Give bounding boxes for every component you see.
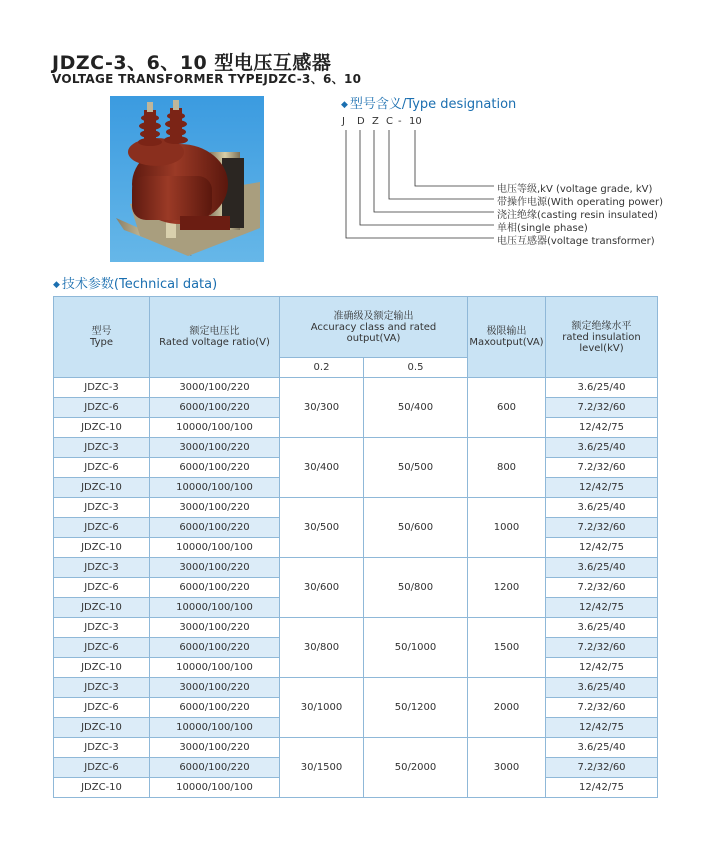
cell-type: JDZC-10 (54, 778, 150, 798)
cell-maxoutput: 600 (468, 378, 546, 438)
page-subtitle: VOLTAGE TRANSFORMER TYPEJDZC-3、6、10 (52, 72, 362, 86)
cell-ratio: 10000/100/100 (150, 538, 280, 558)
cell-type: JDZC-3 (54, 378, 150, 398)
cell-insulation: 12/42/75 (546, 538, 658, 558)
cell-ratio: 10000/100/100 (150, 478, 280, 498)
header-accuracy: 准确级及额定输出 Accuracy class and rated output(VA) (280, 297, 468, 358)
technical-data-table (53, 296, 658, 798)
cell-output-0-5: 50/1200 (364, 678, 468, 738)
cell-type: JDZC-6 (54, 638, 150, 658)
cell-output-0-2: 30/300 (280, 378, 364, 438)
code-letter: C (386, 116, 393, 127)
code-letter: - (398, 116, 402, 127)
cell-output-0-5: 50/400 (364, 378, 468, 438)
designation-item: 带操作电源(With operating power) (497, 197, 664, 208)
cell-insulation: 3.6/25/40 (546, 678, 658, 698)
cell-insulation: 7.2/32/60 (546, 758, 658, 778)
cell-ratio: 6000/100/220 (150, 698, 280, 718)
cell-ratio: 6000/100/220 (150, 758, 280, 778)
cell-type: JDZC-3 (54, 558, 150, 578)
cell-type: JDZC-3 (54, 618, 150, 638)
cell-output-0-5: 50/2000 (364, 738, 468, 798)
page-title: JDZC-3、6、10 型电压互感器 (52, 52, 332, 74)
cell-output-0-5: 50/800 (364, 558, 468, 618)
cell-ratio: 6000/100/220 (150, 638, 280, 658)
cell-type: JDZC-6 (54, 758, 150, 778)
diamond-bullet-icon: ◆ (341, 100, 348, 110)
cell-type: JDZC-10 (54, 598, 150, 618)
cell-ratio: 3000/100/220 (150, 738, 280, 758)
cell-type: JDZC-3 (54, 438, 150, 458)
designation-item: 电压互感器(voltage transformer) (497, 236, 655, 247)
cell-type: JDZC-10 (54, 718, 150, 738)
designation-item: 电压等级,kV (voltage grade, kV) (497, 184, 653, 195)
header-maxoutput: 极限输出 Maxoutput(VA) (468, 297, 546, 378)
cell-ratio: 10000/100/100 (150, 658, 280, 678)
cell-type: JDZC-6 (54, 458, 150, 478)
table-row (54, 438, 658, 458)
cell-type: JDZC-10 (54, 478, 150, 498)
cell-insulation: 3.6/25/40 (546, 378, 658, 398)
header-ratio: 额定电压比 Rated voltage ratio(V) (150, 297, 280, 378)
cell-ratio: 6000/100/220 (150, 458, 280, 478)
cell-insulation: 7.2/32/60 (546, 578, 658, 598)
cell-type: JDZC-6 (54, 698, 150, 718)
cell-output-0-2: 30/600 (280, 558, 364, 618)
cell-ratio: 10000/100/100 (150, 418, 280, 438)
cell-ratio: 6000/100/220 (150, 578, 280, 598)
cell-insulation: 12/42/75 (546, 418, 658, 438)
designation-heading: ◆ 型号含义/Type designation (341, 97, 517, 112)
cell-ratio: 3000/100/220 (150, 438, 280, 458)
cell-type: JDZC-6 (54, 398, 150, 418)
cell-output-0-5: 50/600 (364, 498, 468, 558)
cell-ratio: 6000/100/220 (150, 518, 280, 538)
cell-ratio: 10000/100/100 (150, 718, 280, 738)
cell-type: JDZC-10 (54, 538, 150, 558)
cell-ratio: 3000/100/220 (150, 378, 280, 398)
cell-output-0-2: 30/800 (280, 618, 364, 678)
header-accuracy-0-5: 0.5 (364, 358, 468, 378)
cell-insulation: 12/42/75 (546, 778, 658, 798)
cell-maxoutput: 2000 (468, 678, 546, 738)
cell-insulation: 7.2/32/60 (546, 458, 658, 478)
cell-insulation: 3.6/25/40 (546, 618, 658, 638)
code-letter: Z (372, 116, 379, 127)
cell-type: JDZC-3 (54, 498, 150, 518)
cell-insulation: 3.6/25/40 (546, 558, 658, 578)
cell-maxoutput: 1000 (468, 498, 546, 558)
cell-maxoutput: 1200 (468, 558, 546, 618)
code-letter: 10 (409, 116, 422, 127)
cell-output-0-2: 30/500 (280, 498, 364, 558)
cell-type: JDZC-6 (54, 578, 150, 598)
table-row (54, 558, 658, 578)
table-row (54, 618, 658, 638)
cell-output-0-2: 30/400 (280, 438, 364, 498)
cell-ratio: 3000/100/220 (150, 498, 280, 518)
header-insulation: 额定绝缘水平 rated insulation level(kV) (546, 297, 658, 378)
cell-ratio: 10000/100/100 (150, 598, 280, 618)
cell-ratio: 3000/100/220 (150, 618, 280, 638)
cell-insulation: 12/42/75 (546, 718, 658, 738)
technical-heading: ◆ 技术参数(Technical data) (53, 277, 218, 292)
cell-type: JDZC-10 (54, 418, 150, 438)
cell-maxoutput: 800 (468, 438, 546, 498)
cell-ratio: 3000/100/220 (150, 558, 280, 578)
code-letter: J (342, 116, 345, 127)
cell-output-0-2: 30/1500 (280, 738, 364, 798)
table-row (54, 378, 658, 398)
header-type: 型号 Type (54, 297, 150, 378)
cell-insulation: 7.2/32/60 (546, 698, 658, 718)
cell-output-0-5: 50/500 (364, 438, 468, 498)
cell-insulation: 12/42/75 (546, 478, 658, 498)
header-accuracy-0-2: 0.2 (280, 358, 364, 378)
cell-maxoutput: 1500 (468, 618, 546, 678)
table-row (54, 738, 658, 758)
cell-type: JDZC-6 (54, 518, 150, 538)
cell-type: JDZC-3 (54, 738, 150, 758)
code-letter: D (357, 116, 365, 127)
cell-ratio: 10000/100/100 (150, 778, 280, 798)
cell-insulation: 12/42/75 (546, 598, 658, 618)
cell-insulation: 3.6/25/40 (546, 438, 658, 458)
cell-insulation: 12/42/75 (546, 658, 658, 678)
designation-item: 单相(single phase) (497, 223, 588, 234)
cell-insulation: 3.6/25/40 (546, 738, 658, 758)
table-row (54, 678, 658, 698)
diamond-bullet-icon: ◆ (53, 280, 60, 290)
table-row (54, 498, 658, 518)
cell-insulation: 7.2/32/60 (546, 398, 658, 418)
cell-maxoutput: 3000 (468, 738, 546, 798)
cell-output-0-2: 30/1000 (280, 678, 364, 738)
cell-type: JDZC-10 (54, 658, 150, 678)
cell-insulation: 3.6/25/40 (546, 498, 658, 518)
cell-insulation: 7.2/32/60 (546, 638, 658, 658)
cell-ratio: 3000/100/220 (150, 678, 280, 698)
designation-item: 浇注绝缘(casting resin insulated) (497, 210, 658, 221)
cell-ratio: 6000/100/220 (150, 398, 280, 418)
cell-insulation: 7.2/32/60 (546, 518, 658, 538)
cell-type: JDZC-3 (54, 678, 150, 698)
cell-output-0-5: 50/1000 (364, 618, 468, 678)
